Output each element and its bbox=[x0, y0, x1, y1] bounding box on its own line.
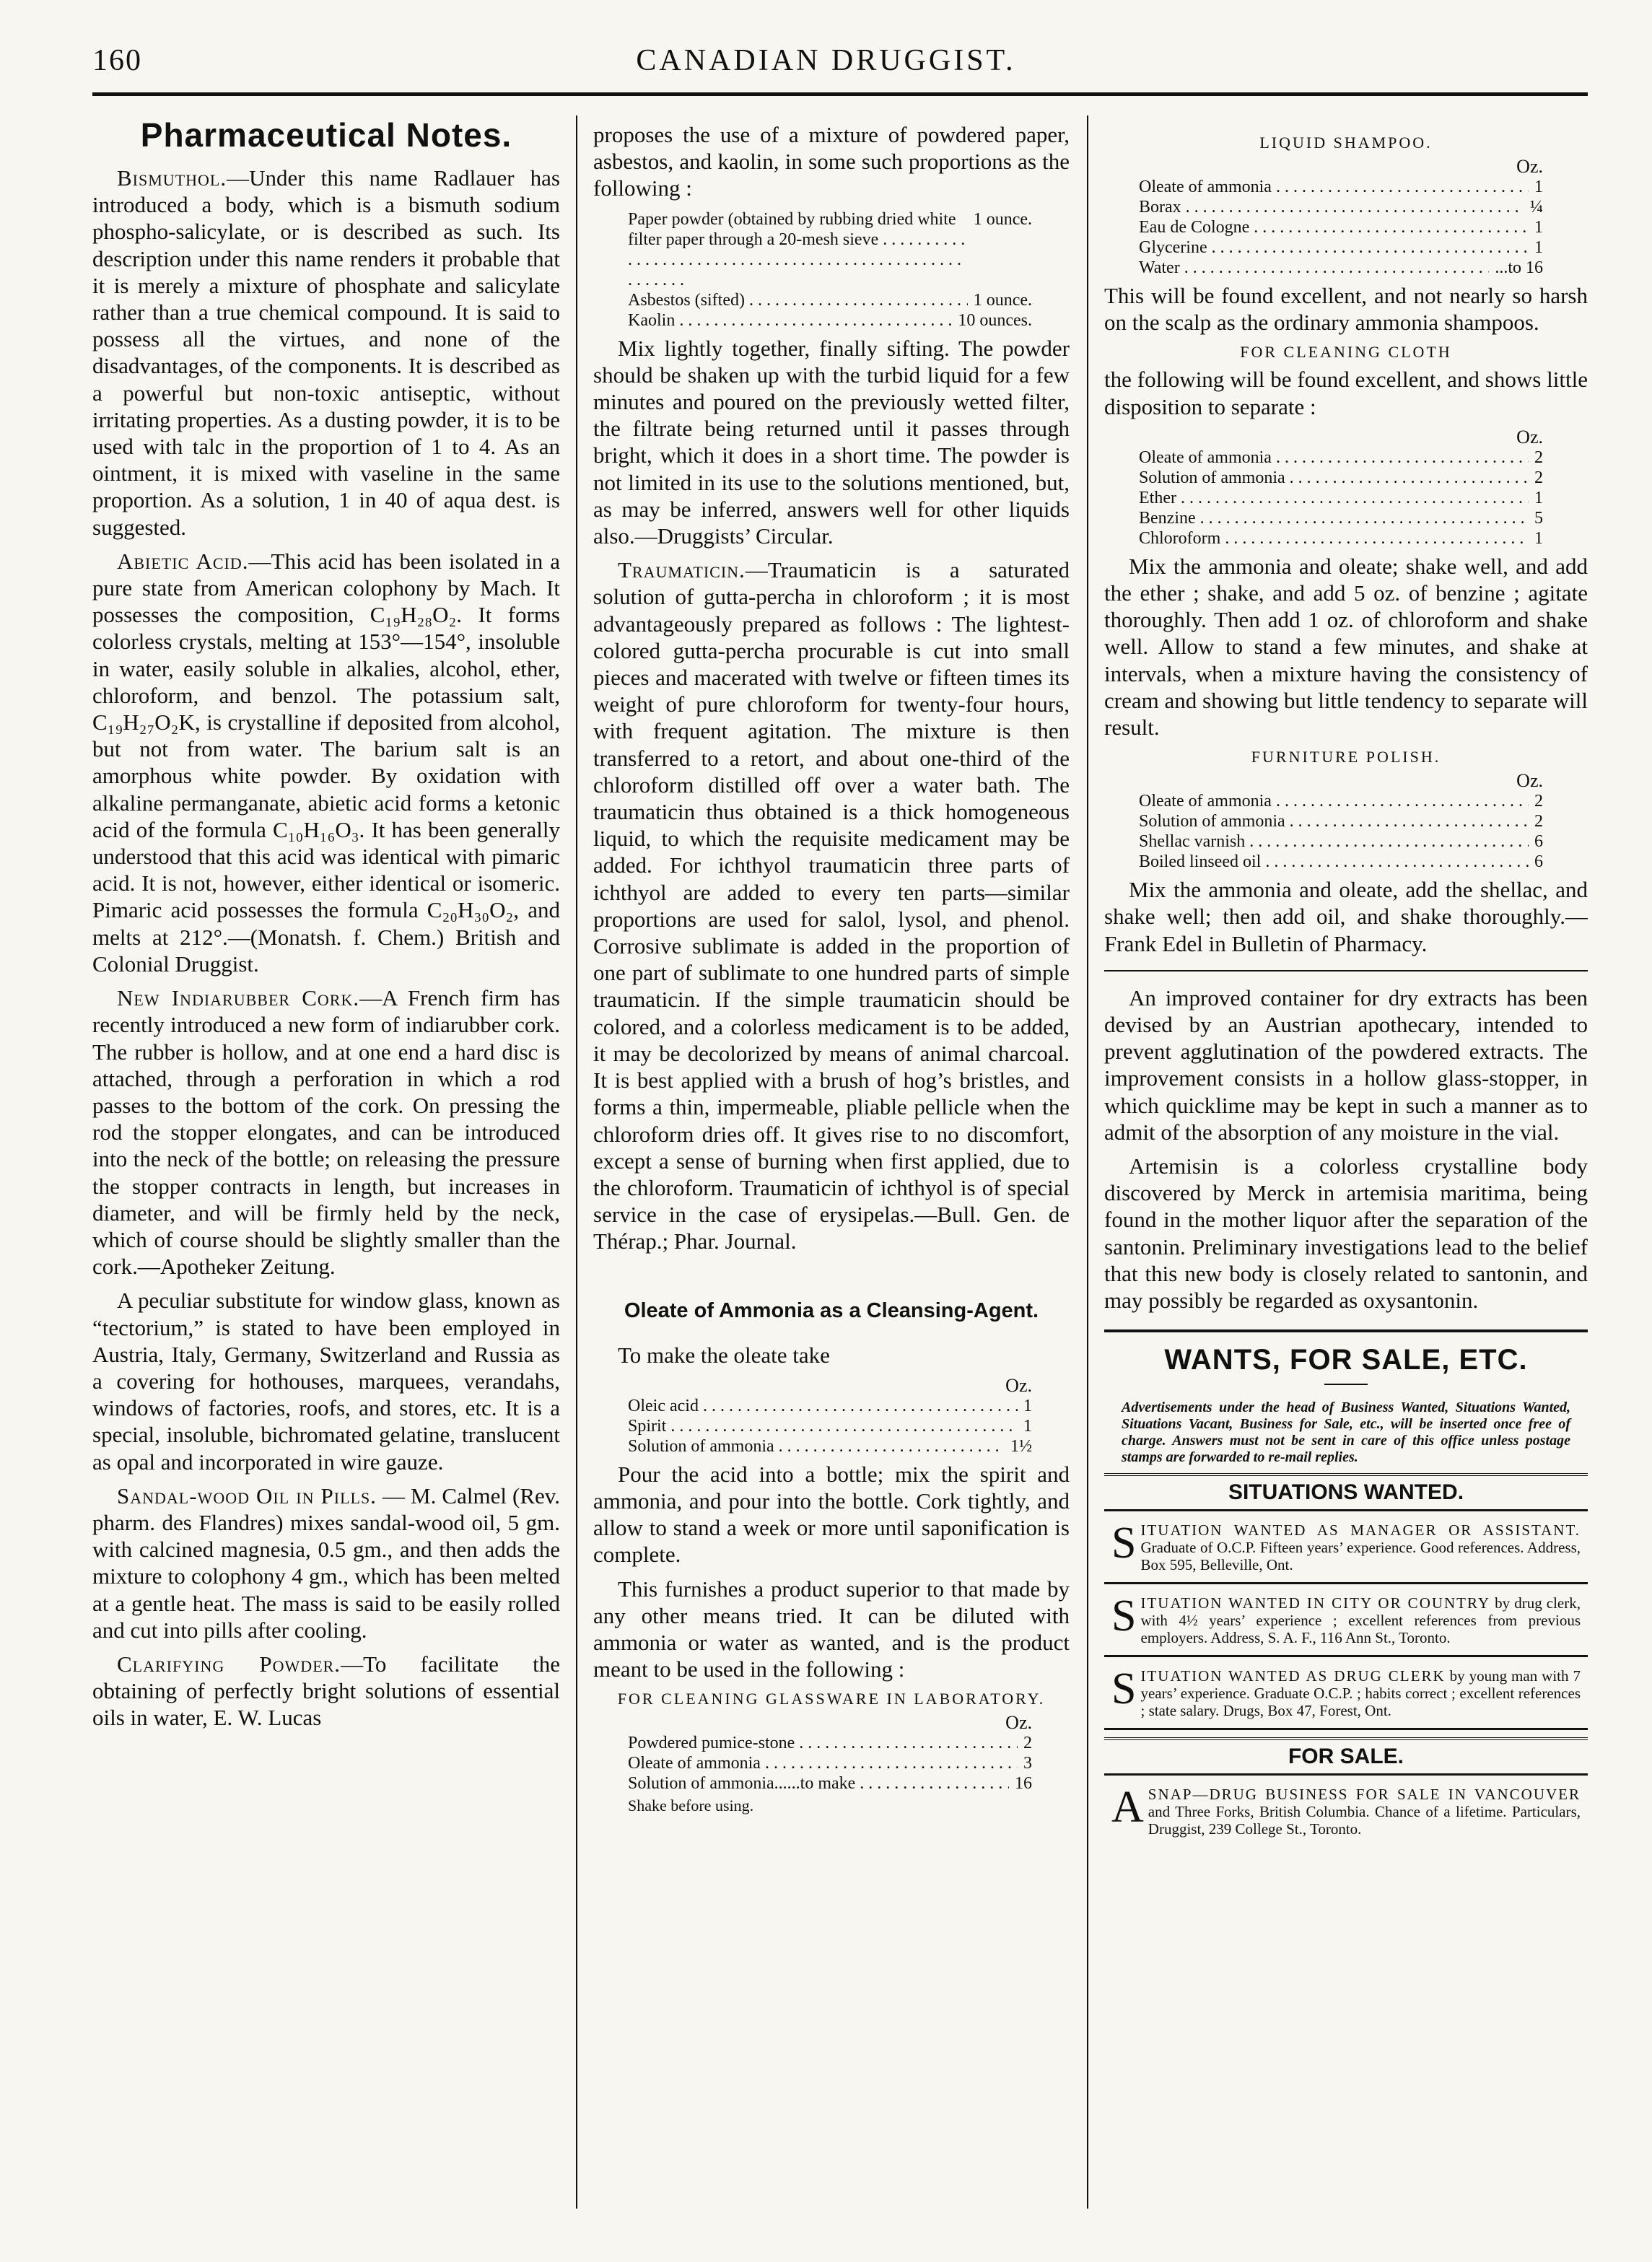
traumaticin-text: —Traumaticin is a saturated solution of gutta-percha in chloroform ; it is most advantageously prepared as follows : The lightest-colored gutta-percha procurable is cut into small pieces and macerated with twelve or fifteen times its weight of pure chloroform for twenty-four hours, with frequent agitation. The mixture is then transferred to a retort, and about one-third of the chloroform distilled off over a water bath. The traumaticin thus obtained is a thick homogeneous liquid, to which the requisite medicament may be added. For ichthyol traumaticin three parts of ichthyol are added to every ten parts—similar proportions are used for salol, lysol, and phenol. Corrosive sublimate is added in the proportion of one part of sublimate to one hundred parts of simple traumaticin. If the simple traumaticin should be colored, and a colorless medicament is to be added, it may be decolorized by means of animal charcoal. It is best applied with a brush of hog’s bristles, and forms a thin, impermeable, pliable pellicle when the chloroform dries off. It gives rise to no discomfort, except a sense of burning when first applied, due to the chloroform. Traumaticin of ichthyol is of special service in the case of erysipelas.—Bull. Gen. de Thérap.; Phar. Journal. bbox=[593, 557, 1070, 1254]
ad-body: by drug clerk, with 4½ years’ experience ; excellent references from previous employers. Address, S. A. F., 116 Ann St., Toronto. bbox=[1140, 1594, 1581, 1647]
ad-lead: ITUATION WANTED IN CITY OR COUNTRY bbox=[1140, 1594, 1491, 1612]
artemisin-paragraph: Artemisin is a colorless crystalline body discovered by Merck in artemisia maritima, being found in the mother liquor after the separation of the santonin. Preliminary investigations lead to the belief that this new body is closely related to santonin, and may possibly be regarded as oxysantonin. bbox=[1104, 1153, 1588, 1314]
bismuthol-heading: Bismuthol. bbox=[117, 165, 227, 191]
shake-note: Shake before using. bbox=[628, 1796, 754, 1815]
drop-cap: S bbox=[1111, 1591, 1137, 1641]
drop-cap: A bbox=[1111, 1783, 1144, 1833]
glassware-heading: FOR CLEANING GLASSWARE IN LABORATORY. bbox=[617, 1690, 1046, 1708]
recipe-row bbox=[1139, 488, 1543, 508]
header-rule bbox=[92, 92, 1588, 96]
ingredient-name: Eau de Cologne . . . bbox=[1139, 217, 1529, 237]
recipe-row bbox=[1139, 528, 1543, 549]
cloth-intro: the following will be found excellent, and shows little disposition to separate : bbox=[1104, 367, 1588, 419]
oleate-intro: To make the oleate take bbox=[618, 1342, 830, 1368]
recipe-row bbox=[1139, 447, 1543, 468]
ingredient-name: Solution of ammonia . . . bbox=[1139, 468, 1529, 488]
ingredient-name: Spirit . . . bbox=[628, 1416, 1018, 1436]
oleate-recipe bbox=[628, 1376, 1032, 1457]
cloth-heading: FOR CLEANING CLOTH bbox=[1240, 343, 1452, 362]
recipe-row bbox=[628, 1436, 1032, 1457]
divider bbox=[1104, 970, 1588, 971]
clarify-paragraph bbox=[92, 1651, 560, 1732]
cork-text: —A French firm has recently introduced a new form of indiarubber cork. The rubber is hollow, and at one end a hard disc is attached, through a perforation in which a rod passes to the bottom of the cork. On pressing the rod the stopper elongates, and can be introduced into the neck of the bottle; on releasing the pressure the stopper contracts in length, but increases in diameter, and will be firmly held by the neck, which of course should be slightly smaller than the cork.—Apotheker Zeitung. bbox=[92, 985, 560, 1280]
sandal-heading: Sandal-wood Oil in Pills. bbox=[117, 1482, 377, 1508]
ingredient-qty: ¼ bbox=[1530, 198, 1543, 217]
recipe-row bbox=[628, 1396, 1032, 1416]
ingredient-name: Kaolin . . . bbox=[628, 310, 952, 331]
traumaticin-heading: Traumaticin. bbox=[618, 557, 746, 583]
ingredient-name: Solution of ammonia . . . bbox=[628, 1436, 1005, 1457]
ingredient-name: Shellac varnish . . . bbox=[1139, 831, 1529, 852]
sale-heading: FOR SALE. bbox=[1104, 1737, 1588, 1776]
recipe-row bbox=[628, 209, 1032, 290]
column-three bbox=[1104, 126, 1588, 1853]
ad-lead: SNAP—DRUG BUSINESS FOR SALE IN VANCOUVER bbox=[1148, 1786, 1581, 1804]
recipe-row bbox=[1139, 852, 1543, 872]
classified-ad bbox=[1104, 1783, 1588, 1846]
journal-title: CANADIAN DRUGGIST. bbox=[636, 44, 1016, 77]
abietic-heading: Abietic Acid. bbox=[117, 548, 249, 574]
column-one bbox=[92, 115, 560, 1739]
page-number: 160 bbox=[92, 44, 142, 77]
oz-label: Oz. bbox=[1005, 1712, 1032, 1734]
ingredient-name: Oleic acid . . . bbox=[628, 1396, 1018, 1416]
cork-heading: New Indiarubber Cork. bbox=[117, 985, 360, 1011]
recipe-row bbox=[628, 1773, 1032, 1794]
column-two bbox=[593, 121, 1070, 1820]
bismuthol-text: —Under this name Radlauer has introduced a body, which is a bismuth sodium phospho-salicylate, or is described as such. Its description under this name renders it probable that it is merely a mixture of phosphate and salicylate rather than a true chemical compound. It is said to possess all the virtues, and none of the disadvantages, of the components. It is described as a powerful but non-toxic antiseptic, without irritating properties. As a dusting powder, it is to be used with talc in the proportion of 1 to 4. As an ointment, it is mixed with vaseline in the same proportion. As a solution, 1 in 40 of aqua dest. is suggested. bbox=[92, 165, 560, 540]
sandal-paragraph bbox=[92, 1482, 560, 1643]
classified-ad bbox=[1104, 1591, 1588, 1657]
ingredient-qty: 1 ounce. bbox=[973, 290, 1032, 310]
ingredient-qty: 1 bbox=[1534, 178, 1543, 196]
ingredient-name: Chloroform . . . bbox=[1139, 528, 1529, 549]
recipe-row bbox=[628, 290, 1032, 310]
ingredient-qty: 2 bbox=[1534, 792, 1543, 811]
mix-paragraph: Mix lightly together, finally sifting. The powder should be shaken up with the turbid liquid for a few minutes and poured on the previously wetted filter, the filtrate being returned until it passes through bright, which it does in a short time. The powder is not limited in its use to the solutions mentioned, but, as may be inferred, answers well for other liquids also.—Druggists’ Circular. bbox=[593, 335, 1070, 549]
ad-body: Graduate of O.C.P. Fifteen years’ experience. Good references. Address, Box 595, Belleville, Ont. bbox=[1140, 1539, 1581, 1574]
recipe-row bbox=[628, 1416, 1032, 1436]
polish-paragraph: Mix the ammonia and oleate, add the shellac, and shake well; then add oil, and shake thoroughly.—Frank Edel in Bulletin of Pharmacy. bbox=[1104, 877, 1588, 956]
ingredient-qty: 2 bbox=[1023, 1734, 1032, 1753]
situations-heading: SITUATIONS WANTED. bbox=[1104, 1473, 1588, 1511]
recipe-row bbox=[1139, 177, 1543, 197]
section-title: Pharmaceutical Notes. bbox=[140, 116, 512, 154]
recipe-row bbox=[1139, 237, 1543, 258]
classified-ad bbox=[1104, 1664, 1588, 1730]
oz-label: Oz. bbox=[1005, 1374, 1032, 1396]
polish-recipe bbox=[1139, 771, 1543, 872]
traumaticin-paragraph bbox=[593, 556, 1070, 1254]
polish-heading: FURNITURE POLISH. bbox=[1251, 748, 1441, 767]
ingredient-qty: ...to 16 bbox=[1495, 258, 1543, 277]
classified-ad bbox=[1104, 1519, 1588, 1584]
recipe-row bbox=[628, 1733, 1032, 1753]
ingredient-name: Water . . . bbox=[1139, 258, 1489, 278]
shampoo-paragraph: This will be found excellent, and not nearly so harsh on the scalp as the ordinary ammonia shampoos. bbox=[1104, 283, 1588, 336]
column-rule-1 bbox=[576, 115, 577, 2209]
ingredient-qty: 1 bbox=[1023, 1396, 1032, 1415]
ingredient-qty: 1 bbox=[1534, 488, 1543, 507]
sandal-text: — M. Calmel (Rev. pharm. des Flandres) mixes sandal-wood oil, 5 gm. with calcined magnesia, 0.5 gm., and then adds the mixture to colophony 4 gm., which has been melted at a gentle heat. The mass is said to be easily rolled and cut into pills after cooling. bbox=[92, 1482, 560, 1643]
ingredient-qty: 2 bbox=[1534, 812, 1543, 831]
ingredient-qty: 6 bbox=[1534, 832, 1543, 852]
ingredient-qty: 1 bbox=[1534, 528, 1543, 548]
ingredient-name: Glycerine . . . bbox=[1139, 237, 1529, 258]
oleate-title: Oleate of Ammonia as a Cleansing-Agent. bbox=[624, 1298, 1039, 1322]
ingredient-name: Benzine . . . bbox=[1139, 508, 1529, 528]
ingredient-name: Borax . . . bbox=[1139, 197, 1524, 217]
ingredient-name: Asbestos (sifted) . . . bbox=[628, 290, 968, 310]
glassware-recipe bbox=[628, 1713, 1032, 1794]
ingredient-qty: 1 bbox=[1534, 218, 1543, 237]
ad-body: by young man with 7 years’ experience. Graduate O.C.P. ; habits correct ; excellent references ; state salary. Drugs, Box 47, Forest, Ont. bbox=[1140, 1667, 1581, 1720]
cork-paragraph bbox=[92, 984, 560, 1280]
recipe-row bbox=[1139, 508, 1543, 528]
ad-lead: ITUATION WANTED AS DRUG CLERK bbox=[1140, 1667, 1446, 1685]
ingredient-qty: 3 bbox=[1023, 1754, 1032, 1773]
ingredient-name: Oleate of ammonia . . . bbox=[628, 1753, 1018, 1773]
ingredient-name: Boiled linseed oil . . . bbox=[1139, 852, 1529, 872]
powder-recipe bbox=[628, 209, 1032, 331]
recipe-row bbox=[1139, 197, 1543, 217]
recipe-row bbox=[1139, 791, 1543, 811]
ingredient-qty: 1 bbox=[1023, 1416, 1032, 1436]
cloth-paragraph: Mix the ammonia and oleate; shake well, and add the ether ; shake, and add 5 oz. of benzine ; agitate thoroughly. Then add 1 oz. of chloroform and shake well. Allow to stand a few minutes, and shake at intervals, when a mixture having the consistency of cream and showing but little tendency to separate will result. bbox=[1104, 553, 1588, 741]
pour-paragraph: Pour the acid into a bottle; mix the spirit and ammonia, and pour into the bottle. Cork tightly, and allow to stand a week or more until saponification is complete. bbox=[593, 1461, 1070, 1568]
ingredient-qty: 1 ounce. bbox=[973, 209, 1032, 229]
ingredient-qty: 16 bbox=[1015, 1774, 1032, 1794]
ingredient-qty: 1½ bbox=[1010, 1436, 1032, 1456]
cloth-recipe bbox=[1139, 427, 1543, 549]
wants-intro: Advertisements under the head of Business Wanted, Situations Wanted, Situations Vacant, Business for Sale, etc., will be inserted once free of charge. Answers must not be sent in care of this office unless postage stamps are forwarded to re-mail replies. bbox=[1122, 1399, 1570, 1466]
ingredient-name: Oleate of ammonia . . . bbox=[1139, 177, 1529, 197]
oz-label: Oz. bbox=[1516, 770, 1543, 792]
oz-label: Oz. bbox=[1516, 426, 1543, 447]
lucas-continuation: proposes the use of a mixture of powdered paper, asbestos, and kaolin, in some such proportions as the following : bbox=[593, 122, 1070, 201]
abietic-text: —This acid has been isolated in a pure state from American colophony by Mach. It possesses the composition, C₁₉H₂₈O₂. It forms colorless crystals, melting at 153°—154°, insoluble in water, easily soluble in alkalies, alcohol, ether, chloroform, and benzol. The potassium salt, C₁₉H₂₇O₂K, is crystalline if deposited from alcohol, but not from water. The barium salt is an amorphous white powder. By oxidation with alkaline permanganate, abietic acid forms a ketonic acid of the formula C₁₀H₁₆O₃. It has been generally understood that this acid was identical with pimaric acid. It is not, however, either identical or isomeric. Pimaric acid possesses the formula C₂₀H₃₀O₂, and melts at 212°.—(Monatsh. f. Chem.) British and Colonial Druggist. bbox=[92, 548, 560, 977]
ingredient-qty: 1 bbox=[1534, 238, 1543, 257]
ingredient-qty: 5 bbox=[1534, 508, 1543, 528]
ingredient-name: Oleate of ammonia . . . bbox=[1139, 791, 1529, 811]
column-rule-2 bbox=[1087, 115, 1088, 2209]
wants-heading: WANTS, FOR SALE, ETC. bbox=[1164, 1344, 1528, 1376]
recipe-row bbox=[1139, 811, 1543, 831]
ingredient-name: Solution of ammonia . . . bbox=[1139, 811, 1529, 831]
clarify-text: —To facilitate the obtaining of perfectly bright solutions of essential oils in water, E. W. Lucas bbox=[92, 1651, 560, 1731]
shampoo-recipe bbox=[1139, 157, 1543, 278]
recipe-row bbox=[1139, 831, 1543, 852]
container-paragraph: An improved container for dry extracts has been devised by an Austrian apothecary, intended to prevent agglutination of the powdered extracts. The improvement consists in a hollow glass-stopper, in which quicklime may be kept in such a manner as to admit of the absorption of any moisture in the vial. bbox=[1104, 984, 1588, 1145]
abietic-paragraph bbox=[92, 548, 560, 977]
ingredient-name: Paper powder (obtained by rubbing dried white filter paper through a 20-mesh sieve . . . bbox=[628, 209, 968, 290]
ingredient-name: Powdered pumice-stone . . . bbox=[628, 1733, 1018, 1753]
shampoo-heading: LIQUID SHAMPOO. bbox=[1259, 134, 1433, 152]
ad-body: and Three Forks, British Columbia. Chance of a lifetime. Particulars, Druggist, 239 College St., Toronto. bbox=[1148, 1803, 1581, 1838]
recipe-row bbox=[1139, 258, 1543, 278]
recipe-row bbox=[628, 310, 1032, 331]
recipe-row bbox=[628, 1753, 1032, 1773]
ad-lead: ITUATION WANTED AS MANAGER OR ASSISTANT. bbox=[1140, 1521, 1581, 1540]
divider bbox=[1324, 1384, 1368, 1385]
ingredient-name: Ether . . . bbox=[1139, 488, 1529, 508]
oz-label: Oz. bbox=[1516, 156, 1543, 177]
wants-rule bbox=[1104, 1329, 1588, 1332]
furnishes-paragraph: This furnishes a product superior to that made by any other means tried. It can be diluted with ammonia or water as wanted, and is the product meant to be used in the following : bbox=[593, 1576, 1070, 1682]
clarify-heading: Clarifying Powder. bbox=[117, 1651, 341, 1677]
ingredient-name: Solution of ammonia......to make . . . bbox=[628, 1773, 1009, 1794]
recipe-row bbox=[1139, 468, 1543, 488]
ingredient-qty: 2 bbox=[1534, 447, 1543, 467]
ingredient-qty: 10 ounces. bbox=[958, 310, 1032, 330]
drop-cap: S bbox=[1111, 1664, 1137, 1714]
ingredient-name: Oleate of ammonia . . . bbox=[1139, 447, 1529, 468]
ingredient-qty: 2 bbox=[1534, 468, 1543, 487]
tectorium-paragraph: A peculiar substitute for window glass, known as “tectorium,” is stated to have been employed in Austria, Italy, Germany, Switzerland and Russia as a covering for hothouses, marquees, verandahs, windows of factories, roofs, and stores, etc. It is a special, insoluble, bichromated gelatine, translucent as opal and incorporated in wire gauze. bbox=[92, 1288, 560, 1475]
drop-cap: S bbox=[1111, 1519, 1137, 1568]
bismuthol-paragraph bbox=[92, 165, 560, 541]
recipe-row bbox=[1139, 217, 1543, 237]
ingredient-qty: 6 bbox=[1534, 852, 1543, 872]
